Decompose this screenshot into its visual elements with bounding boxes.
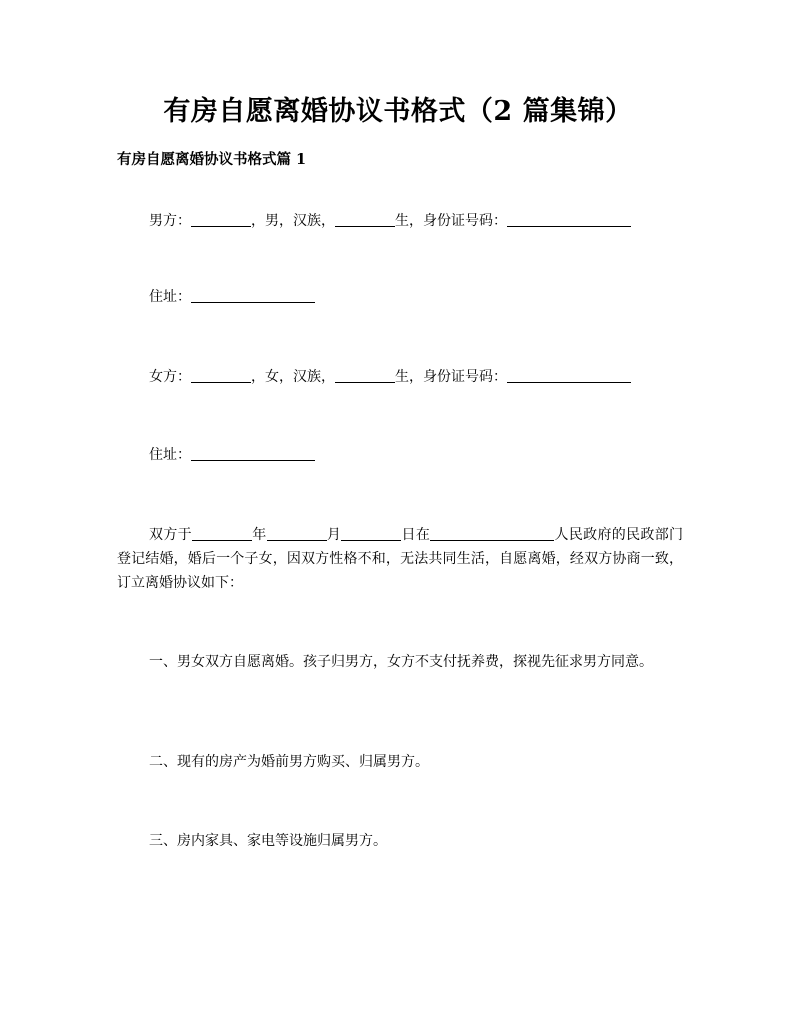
marriage-year-blank — [192, 526, 252, 541]
clause-1: 一、男女双方自愿离婚。孩子归男方，女方不支付抚养费，探视先征求男方同意。 — [149, 654, 653, 670]
female-address-label: 住址： — [149, 447, 191, 463]
female-id-blank — [507, 368, 631, 383]
female-name-blank — [191, 368, 251, 383]
male-address-blank — [191, 288, 315, 303]
marriage-text-2: 年 — [251, 527, 267, 543]
female-info-line — [117, 365, 683, 389]
marriage-paragraph — [117, 523, 683, 595]
clause-2: 二、现有的房产为婚前男方购买、归属男方。 — [149, 754, 429, 770]
marriage-text-5: 人民政府的民政部门登记结婚，婚后一个子女，因双方性格不和，无法共同生活，自愿离婚，经双方协商一致，订立离婚协议如下： — [117, 527, 684, 591]
marriage-place-blank — [430, 526, 554, 541]
female-gender-ethnicity: ，女，汉族， — [251, 369, 335, 385]
male-label: 男方： — [149, 213, 191, 229]
female-birth-blank — [335, 368, 395, 383]
section-heading: 有房自愿离婚协议书格式篇 1 — [117, 151, 307, 168]
clause-3: 三、房内家具、家电等设施归属男方。 — [149, 833, 387, 849]
female-address-blank — [191, 446, 315, 461]
male-gender-ethnicity: ，男，汉族， — [251, 213, 335, 229]
marriage-day-blank — [341, 526, 401, 541]
male-address-label: 住址： — [149, 289, 191, 305]
male-info-line — [117, 209, 683, 233]
male-name-blank — [191, 212, 251, 227]
male-address-line — [117, 285, 683, 309]
marriage-month-blank — [267, 526, 327, 541]
marriage-text-1: 双方于 — [149, 527, 192, 543]
marriage-text-3: 月 — [326, 527, 342, 543]
male-birth-blank — [335, 212, 395, 227]
marriage-text-4: 日在 — [401, 527, 431, 543]
female-born-id-label: 生，身份证号码： — [395, 369, 507, 385]
male-id-blank — [507, 212, 631, 227]
female-label: 女方： — [149, 369, 191, 385]
male-born-id-label: 生，身份证号码： — [395, 213, 507, 229]
female-address-line — [117, 443, 683, 467]
document-title: 有房自愿离婚协议书格式（2 篇集锦） — [163, 96, 633, 127]
